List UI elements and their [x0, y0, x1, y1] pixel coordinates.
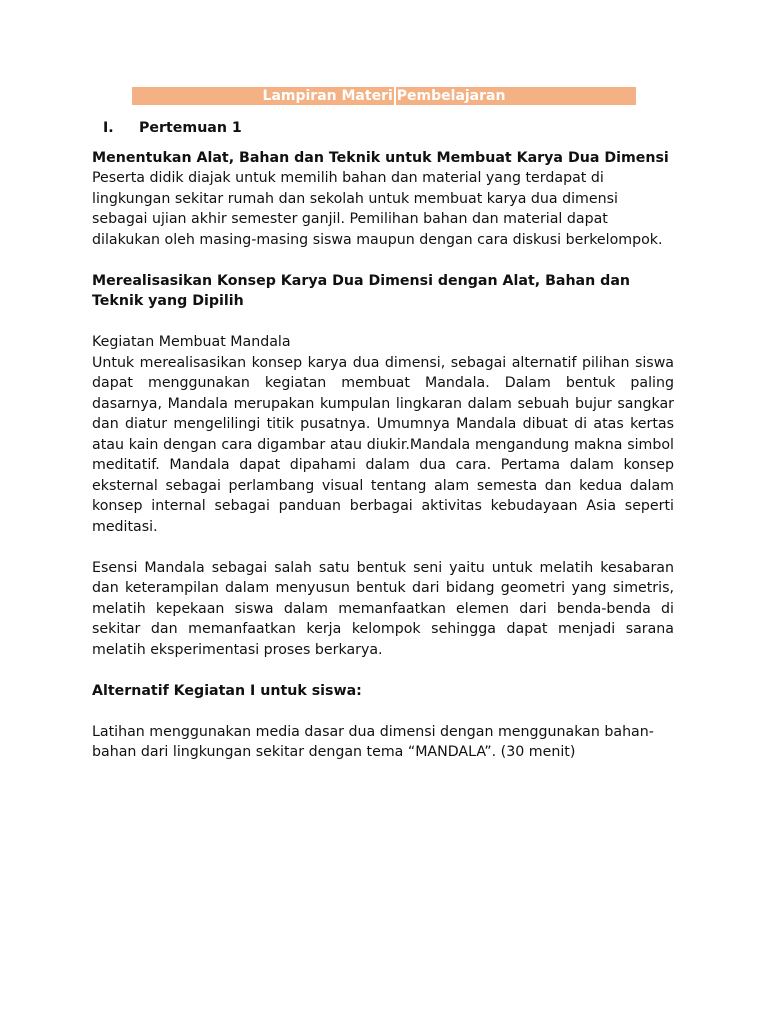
- spacer: [92, 701, 674, 722]
- section3-heading: Alternatif Kegiatan I untuk siswa:: [92, 682, 362, 699]
- meeting-number: I.: [103, 120, 114, 136]
- section3-body: Latihan menggunakan media dasar dua dimensi dengan menggunakan bahan-bahan dari lingkungan sekitar dengan tema “MANDALA”. (30 menit): [92, 723, 654, 760]
- document-title-bar: [132, 87, 636, 105]
- spacer: [92, 312, 674, 333]
- spacer: [92, 660, 674, 681]
- section1-body: Peserta didik diajak untuk memilih bahan dan material yang terdapat di lingkungan sekitar rumah dan sekolah untuk membuat karya dua dimensi sebagai ujian akhir semester ganjil. Pemilihan bahan dan material dapat dilakukan oleh masing-masing siswa maupun dengan cara diskusi berkelompok.: [92, 170, 663, 248]
- section2-body-paragraph-2: Esensi Mandala sebagai salah satu bentuk seni yaitu untuk melatih kesabaran dan keterampilan dalam menyusun bentuk dari bidang geometri yang simetris, melatih kepekaan siswa dalam memanfaatkan elemen dari benda-benda di sekitar dan memanfaatkan kerja kelompok sehingga dapat menjadi sarana melatih eksperimentasi proses berkarya.: [92, 559, 674, 658]
- title-divider: [394, 87, 396, 105]
- document-title-left: Lampiran Materi: [262, 88, 393, 104]
- section2-subheading: Kegiatan Membuat Mandala: [92, 334, 291, 350]
- meeting-label: Pertemuan 1: [139, 120, 242, 136]
- section2-heading: Merealisasikan Konsep Karya Dua Dimensi dengan Alat, Bahan dan Teknik yang Dipilih: [92, 272, 631, 309]
- section1-heading: Menentukan Alat, Bahan dan Teknik untuk Membuat Karya Dua Dimensi: [92, 149, 669, 166]
- meeting-heading: [103, 118, 674, 139]
- section2-body-paragraph-1: Untuk merealisasikan konsep karya dua dimensi, sebagai alternatif pilihan siswa dapat menggunakan kegiatan membuat Mandala. Dalam bentuk paling dasarnya, Mandala merupakan kumpulan lingkaran dalam sebuah bujur sangkar dan diatur mengelilingi titik pusatnya. Umumnya Mandala dibuat di atas kertas atau kain dengan cara digambar atau diukir.Mandala mengandung makna simbol meditatif. Mandala dapat dipahami dalam dua cara. Pertama dalam konsep eksternal sebagai perlambang visual tentang alam semesta dan kedua dalam konsep internal sebagai panduan berbagai aktivitas kebudayaan Asia seperti meditasi.: [92, 354, 674, 535]
- spacer: [92, 250, 674, 271]
- document-title-right: Pembelajaran: [396, 88, 506, 104]
- spacer: [92, 537, 674, 558]
- document-body: [92, 118, 674, 763]
